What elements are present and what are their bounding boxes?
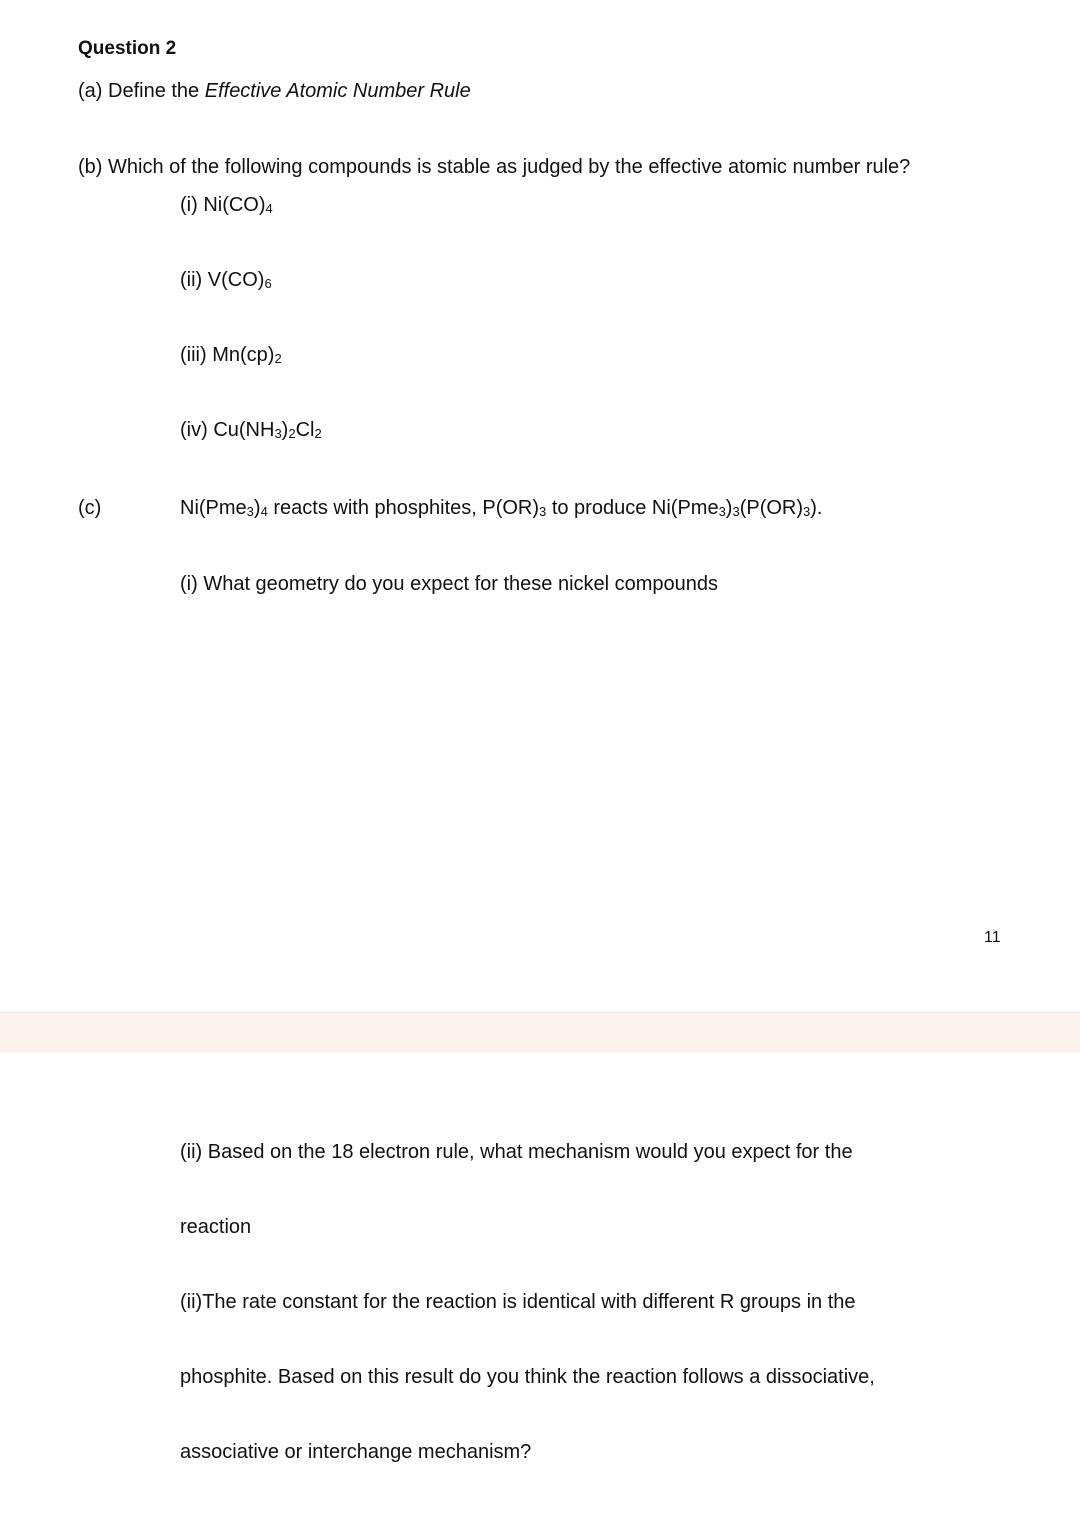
part-a-label: (a) Define the xyxy=(78,80,205,102)
part-c-ii-line1: (ii) Based on the 18 electron rule, what mechanism would you expect for the xyxy=(180,1141,853,1163)
option-iv: (iv) $Cu(NH_3)_2Cl_2$ xyxy=(180,419,322,441)
part-a xyxy=(78,79,471,103)
question-title: Question 2 xyxy=(78,38,177,59)
option-i: (i) $Ni(CO)_4$ xyxy=(180,194,273,216)
part-c-ii-line2: reaction xyxy=(180,1216,252,1238)
part-c-iii-line1: (ii)The rate constant for the reaction is identical with different R groups in the xyxy=(180,1291,856,1313)
option-iii: (iii) $Mn(cp)_2$ xyxy=(180,344,282,366)
part-c-i: (i) What geometry do you expect for these nickel compounds xyxy=(180,573,719,595)
part-c-iii-line2: phosphite. Based on this result do you think the reaction follows a dissociative, xyxy=(180,1366,875,1388)
page-break xyxy=(0,1012,1080,1053)
page-number: 11 xyxy=(984,929,1001,946)
part-a-term: Effective Atomic Number Rule xyxy=(204,80,471,102)
part-c-stem: $Ni(Pme_3)_4$ reacts with phosphites, $P(OR)_3$ to produce $Ni(Pme_3)_3(P(OR)_3)$. xyxy=(180,497,823,519)
part-c-iii-line3: associative or interchange mechanism? xyxy=(180,1441,532,1463)
part-c-label: (c) xyxy=(78,497,102,519)
option-ii: (ii) $V(CO)_6$ xyxy=(180,269,272,291)
part-b-prompt: (b) Which of the following compounds is stable as judged by the effective atomic number rule? xyxy=(78,156,911,178)
